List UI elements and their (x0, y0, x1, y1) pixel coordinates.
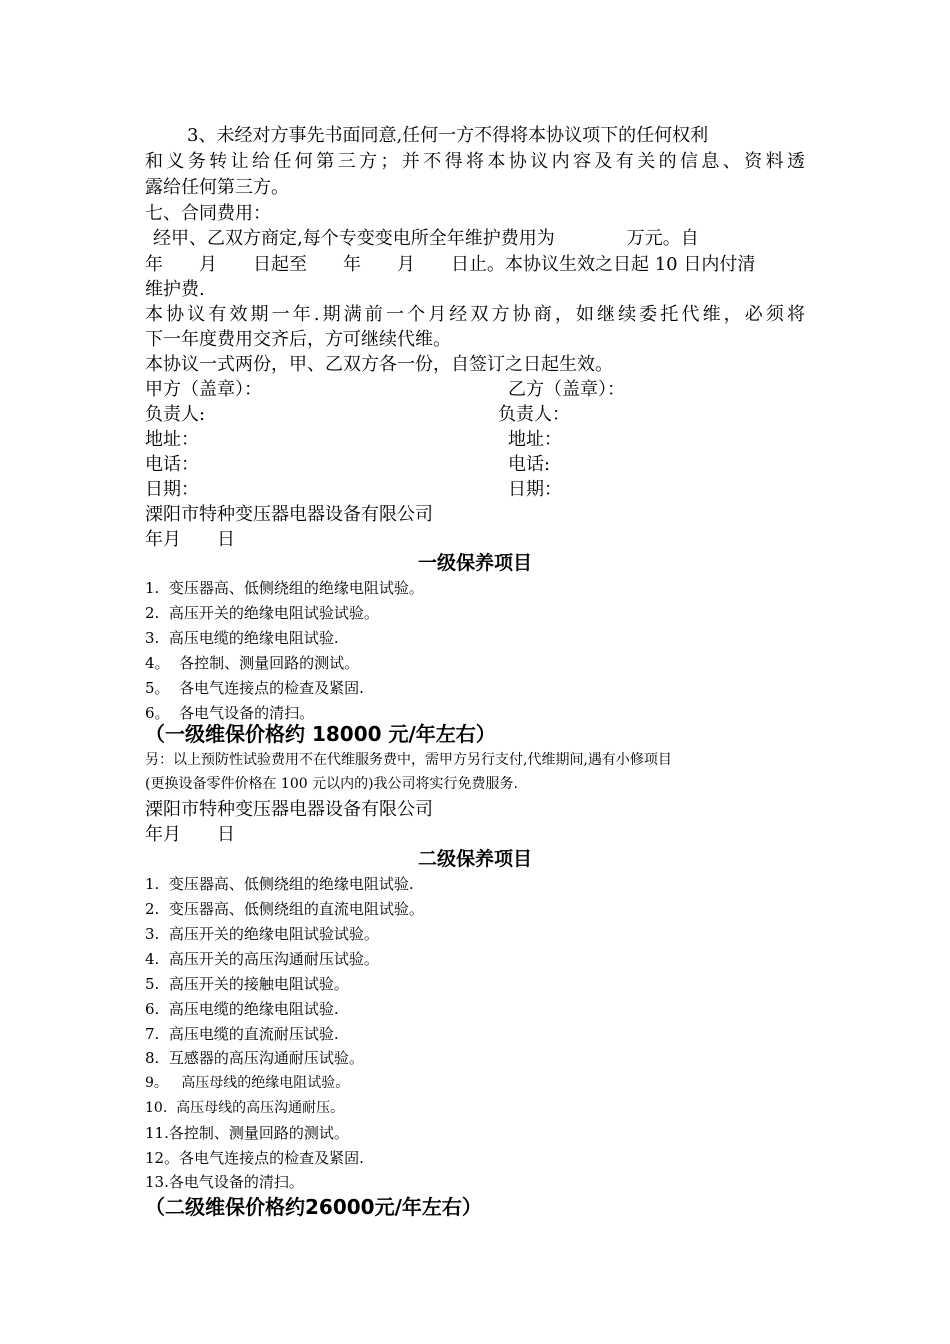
validity-line-1: 本协议有效期一年.期满前一个月经双方协商，如继续委托代维，必须将 (145, 304, 805, 325)
party-a-date: 日期： (145, 479, 199, 500)
party-b-seal: 乙方（盖章）： (508, 379, 625, 400)
fee-line-2: 年 月 日起至 年 月 日止。本协议生效之日起 10 日内付清 (145, 254, 756, 275)
level2-item: 6. 高压电缆的绝缘电阻试验. (145, 1000, 339, 1018)
party-a-phone: 电话： (145, 454, 199, 475)
company-name: 溧阳市特种变压器电器设备有限公司 (145, 504, 433, 525)
level2-item: 11.各控制、测量回路的测试。 (145, 1124, 349, 1142)
level2-item: 7. 高压电缆的直流耐压试验. (145, 1025, 339, 1043)
level1-price: （一级维保价格约 18000 元/年左右） (145, 722, 496, 746)
party-b-address: 地址： (508, 429, 562, 450)
company-name-2: 溧阳市特种变压器电器设备有限公司 (145, 799, 433, 820)
copies-line: 本协议一式两份，甲、乙双方各一份，自签订之日起生效。 (145, 354, 613, 375)
level2-title: 二级保养项目 (417, 848, 532, 870)
level1-title: 一级保养项目 (417, 552, 532, 574)
level2-item: 13.各电气设备的清扫。 (145, 1173, 304, 1191)
level1-item: 2. 高压开关的绝缘电阻试验试验。 (145, 604, 379, 622)
level1-item: 3. 高压电缆的绝缘电阻试验. (145, 629, 339, 647)
level2-item: 3. 高压开关的绝缘电阻试验试验。 (145, 925, 379, 943)
date-line-2: 年月 日 (145, 824, 235, 845)
level1-note-line-1: 另：以上预防性试验费用不在代维服务费中，需甲方另行支付,代维期间,遇有小修项目 (145, 752, 672, 768)
level1-item: 4。 各控制、测量回路的测试。 (145, 654, 360, 672)
clause3-line-2: 和义务转让给任何第三方；并不得将本协议内容及有关的信息、资料透 (145, 151, 805, 172)
party-b-date: 日期： (508, 479, 562, 500)
level2-item: 9。 高压母线的绝缘电阻试验。 (145, 1075, 350, 1091)
level1-item: 5。 各电气连接点的检查及紧固. (145, 679, 364, 697)
validity-line-2: 下一年度费用交齐后，方可继续代维。 (145, 329, 451, 350)
clause3-line-3: 露给任何第三方。 (145, 177, 289, 198)
party-a-address: 地址： (145, 429, 199, 450)
clause3-line-1: 3、未经对方事先书面同意,任何一方不得将本协议项下的任何权利 (187, 125, 709, 146)
level1-note-line-2: (更换设备零件价格在 100 元以内的)我公司将实行免费服务. (145, 776, 518, 792)
level2-item: 2. 变压器高、低侧绕组的直流电阻试验。 (145, 900, 424, 918)
party-a-seal: 甲方（盖章）： (145, 379, 262, 400)
party-a-manager: 负责人: (145, 404, 206, 425)
fee-line-1: 经甲、乙双方商定,每个专变变电所全年维护费用为 万元。自 (153, 228, 699, 249)
date-line: 年月 日 (145, 529, 235, 550)
fee-line-3: 维护费. (145, 279, 205, 300)
level2-item: 5. 高压开关的接触电阻试验。 (145, 975, 349, 993)
level2-price: （二级维保价格约26000元/年左右） (145, 1195, 482, 1219)
party-b-manager: 负责人： (498, 404, 570, 425)
level2-item: 4. 高压开关的高压沟通耐压试验。 (145, 950, 379, 968)
party-b-phone: 电话: (508, 454, 551, 475)
level1-item: 6。 各电气设备的清扫。 (145, 704, 315, 722)
level1-item: 1. 变压器高、低侧绕组的绝缘电阻试验。 (145, 579, 424, 597)
level2-item: 1. 变压器高、低侧绕组的绝缘电阻试验. (145, 875, 414, 893)
level2-item: 12。各电气连接点的检查及紧固. (145, 1149, 364, 1167)
level2-item: 10. 高压母线的高压沟通耐压。 (145, 1100, 345, 1116)
section7-heading: 七、合同费用： (145, 203, 271, 224)
level2-item: 8. 互感器的高压沟通耐压试验。 (145, 1049, 364, 1067)
